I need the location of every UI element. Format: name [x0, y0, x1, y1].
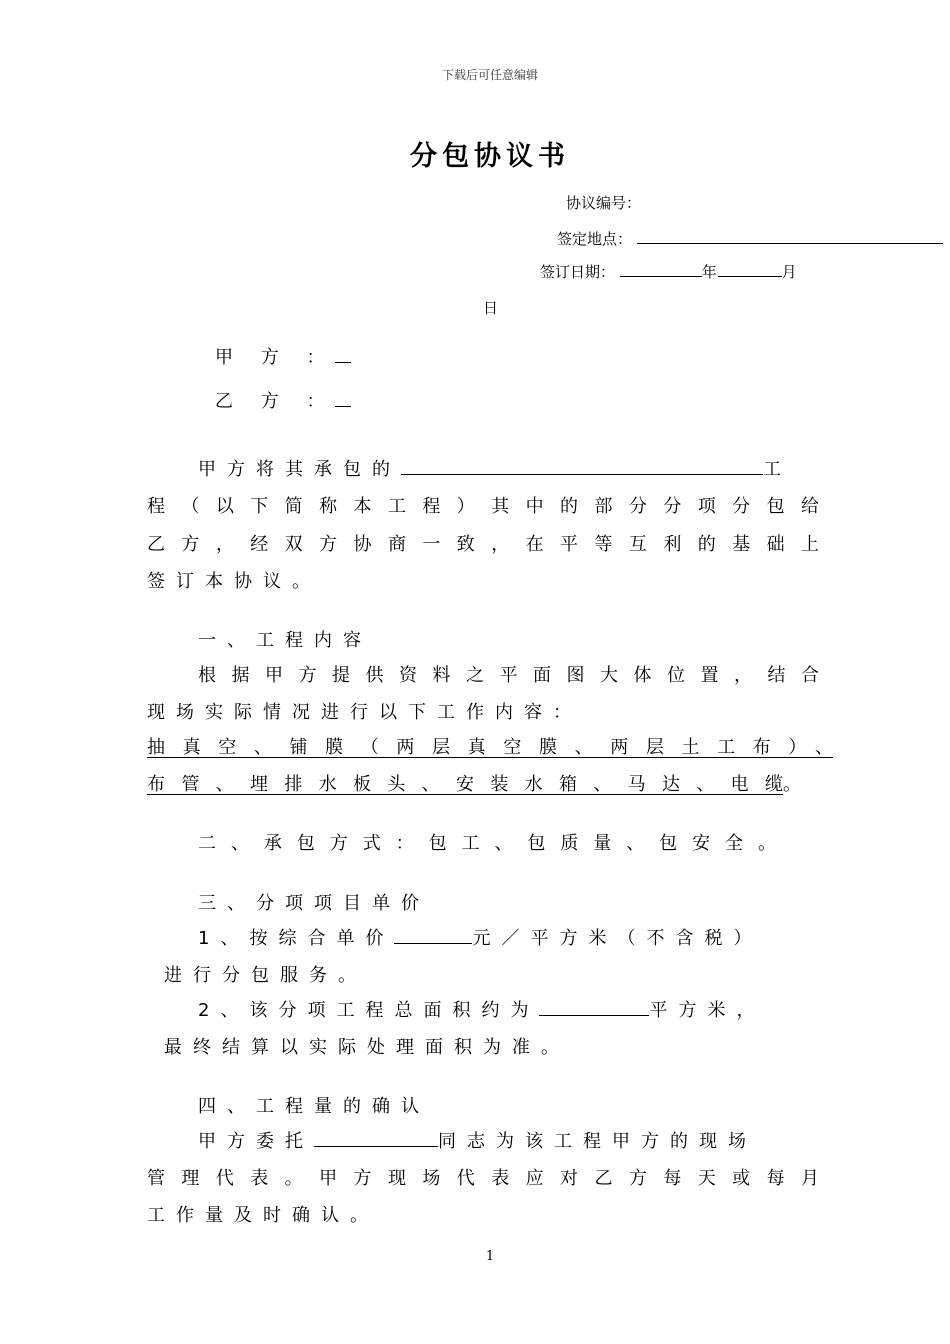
section-3-item-2-line-2: 最终结算以实际处理面积为准。 — [164, 1037, 570, 1058]
intro-line-2: 程（以下简称本工程）其中的部分分项分包给 — [147, 496, 819, 517]
month-label: 月 — [781, 263, 797, 281]
area-post: 平方米， — [649, 1000, 766, 1021]
section-3-item-1 — [198, 924, 762, 950]
agreement-number-label: 协议编号： — [566, 194, 642, 212]
sign-date-row — [540, 260, 797, 282]
rep-pre: 甲方委托 — [198, 1131, 314, 1152]
section-1-line-4: 布管、埋排水板头、安装水箱、马达、电缆 — [147, 774, 783, 795]
section-4-heading: 四、工程量的确认 — [198, 1096, 430, 1117]
document-title: 分包协议书 — [410, 141, 570, 172]
party-b-label: 乙 方 ： — [215, 391, 336, 412]
unit-price-blank[interactable] — [394, 927, 472, 944]
unit-price-pre: 1、按综合单价 — [198, 928, 395, 949]
section-3-heading: 三、分项项目单价 — [198, 893, 430, 914]
party-b-blank[interactable] — [335, 390, 351, 407]
rep-post: 同志为该工程甲方的现场 — [438, 1131, 757, 1152]
section-3-item-1-line-2: 进行分包服务。 — [164, 965, 367, 986]
section-1-line-3: 抽真空、铺膜（两层真空膜、两层土工布）、 — [147, 737, 833, 758]
header-note: 下载后可任意编辑 — [441, 68, 538, 82]
day-label: 日 — [483, 299, 499, 317]
sign-place-row — [557, 227, 943, 249]
area-pre: 2、该分项工程总面积约为 — [198, 1000, 540, 1021]
party-a-blank[interactable] — [335, 346, 351, 363]
section-1-line-1: 根据甲方提供资料之平面图大体位置，结合 — [198, 665, 819, 686]
section-2-text: 二、承包方式：包工、包质量、包安全。 — [198, 833, 776, 854]
year-label: 年 — [701, 263, 717, 281]
unit-price-post: 元／平方米（不含税） — [472, 928, 763, 949]
year-blank[interactable] — [620, 260, 702, 277]
rep-name-blank[interactable] — [314, 1130, 438, 1147]
section-1-line-4-row — [147, 770, 801, 796]
intro-l1-pre: 甲方将其承包的 — [198, 459, 401, 480]
sign-date-label: 签订日期： — [540, 263, 616, 281]
intro-line-3: 乙方，经双方协商一致，在平等互利的基础上 — [147, 534, 819, 555]
intro-l1-post: 工 — [763, 459, 792, 480]
section-1-line-4-end: 。 — [783, 774, 801, 795]
party-a-row — [215, 343, 351, 369]
section-1-line-2: 现场实际情况进行以下工作内容： — [147, 702, 582, 723]
project-name-blank[interactable] — [401, 458, 763, 475]
section-1-heading: 一、工程内容 — [198, 630, 372, 651]
sign-place-label: 签定地点： — [557, 230, 633, 248]
sign-place-blank[interactable] — [637, 227, 943, 244]
section-4-line-2: 管理代表。甲方现场代表应对乙方每天或每月 — [147, 1168, 819, 1189]
party-a-label: 甲 方 ： — [215, 347, 336, 368]
intro-line-1 — [198, 455, 792, 481]
section-4-line-3: 工作量及时确认。 — [147, 1205, 379, 1226]
page-number: 1 — [485, 1249, 495, 1264]
section-4-line-1 — [198, 1127, 757, 1153]
intro-line-4: 签订本协议。 — [147, 571, 321, 592]
section-3-item-2 — [198, 996, 765, 1022]
month-blank[interactable] — [718, 260, 782, 277]
area-blank[interactable] — [539, 999, 649, 1016]
party-b-row — [215, 387, 351, 413]
